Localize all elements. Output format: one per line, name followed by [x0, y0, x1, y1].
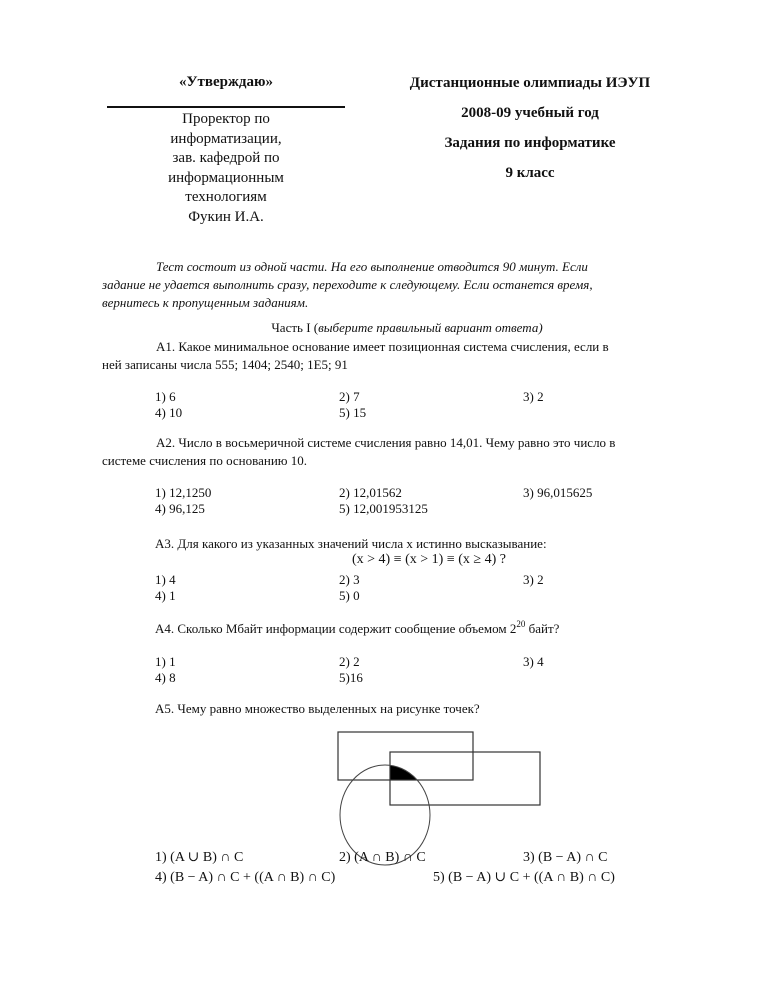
option[interactable]: 4) 1 [155, 588, 176, 603]
option[interactable]: 1) (A ∪ B) ∩ C [155, 850, 244, 865]
title-line: Дистанционные олимпиады ИЭУП [409, 75, 651, 91]
title-line: Задания по информатике [444, 135, 616, 151]
instructions-line: задание не удается выполнить сразу, переходите к следующему. Если останется время, [102, 277, 593, 292]
approver-line: зав. кафедрой по [172, 150, 280, 166]
part-hint: выберите правильный вариант ответа) [318, 320, 543, 335]
question-text: А2. Число в восьмеричной системе счисления равно 14,01. Чему равно это число в [156, 435, 616, 450]
option[interactable]: 3) (B − A) ∩ C [523, 850, 608, 865]
option[interactable]: 4) (B − A) ∩ C + ((A ∩ B) ∩ C) [155, 870, 336, 885]
question-text: ней записаны числа 555; 1404; 2540; 1Е5; 91 [102, 357, 348, 372]
option[interactable]: 3) 2 [523, 572, 544, 587]
option[interactable]: 1) 1 [155, 654, 176, 669]
option[interactable]: 2) 2 [339, 654, 360, 669]
approver-line: технологиям [185, 189, 267, 205]
option[interactable]: 2) 7 [339, 389, 360, 404]
option[interactable]: 4) 96,125 [155, 501, 205, 516]
option[interactable]: 2) 12,01562 [339, 485, 402, 500]
question-text: А1. Какое минимальное основание имеет позиционная система счисления, если в [156, 339, 609, 354]
option[interactable]: 5)16 [339, 670, 363, 685]
option[interactable]: 5) 0 [339, 588, 360, 603]
option[interactable]: 2) (A ∩ B) ∩ C [339, 850, 426, 865]
approver-line: информационным [168, 169, 284, 186]
option[interactable]: 4) 8 [155, 670, 176, 685]
part-label: Часть I ( [271, 320, 319, 335]
question-text: А5. Чему равно множество выделенных на рисунке точек? [155, 701, 480, 716]
question-text: А3. Для какого из указанных значений числа х истинно высказывание: [155, 536, 547, 551]
option[interactable]: 4) 10 [155, 405, 183, 420]
instructions-line: вернитесь к пропущенным заданиям. [102, 295, 309, 310]
logic-formula: (x > 4) ≡ (x > 1) ≡ (x ≥ 4) ? [352, 552, 506, 567]
instructions-line: Тест состоит из одной части. На его выполнение отводится 90 минут. Если [156, 259, 588, 274]
title-line: 9 класс [505, 165, 555, 181]
approver-line: информатизации, [170, 130, 282, 147]
option[interactable]: 1) 4 [155, 572, 176, 587]
approver-name: Фукин И.А. [188, 208, 264, 225]
option[interactable]: 5) (B − A) ∪ C + ((A ∩ B) ∩ C) [433, 870, 615, 885]
option[interactable]: 3) 2 [523, 389, 544, 404]
title-line: 2008-09 учебный год [461, 105, 599, 121]
options-a5 [155, 850, 715, 890]
question-text: байт? [525, 621, 560, 636]
approve-label: «Утверждаю» [179, 74, 273, 90]
option[interactable]: 5) 12,001953125 [339, 501, 428, 516]
option[interactable]: 3) 96,015625 [523, 485, 593, 500]
option[interactable]: 1) 12,1250 [155, 485, 212, 500]
option[interactable]: 1) 6 [155, 389, 176, 404]
option[interactable]: 2) 3 [339, 572, 360, 587]
question-text: системе счисления по основанию 10. [102, 453, 307, 468]
option[interactable]: 5) 15 [339, 405, 367, 420]
approver-line: Проректор по [182, 111, 270, 127]
option[interactable]: 3) 4 [523, 654, 544, 669]
question-text: А4. Сколько Мбайт информации содержит сообщение объемом 2 [155, 621, 517, 636]
exponent: 20 [516, 619, 526, 629]
